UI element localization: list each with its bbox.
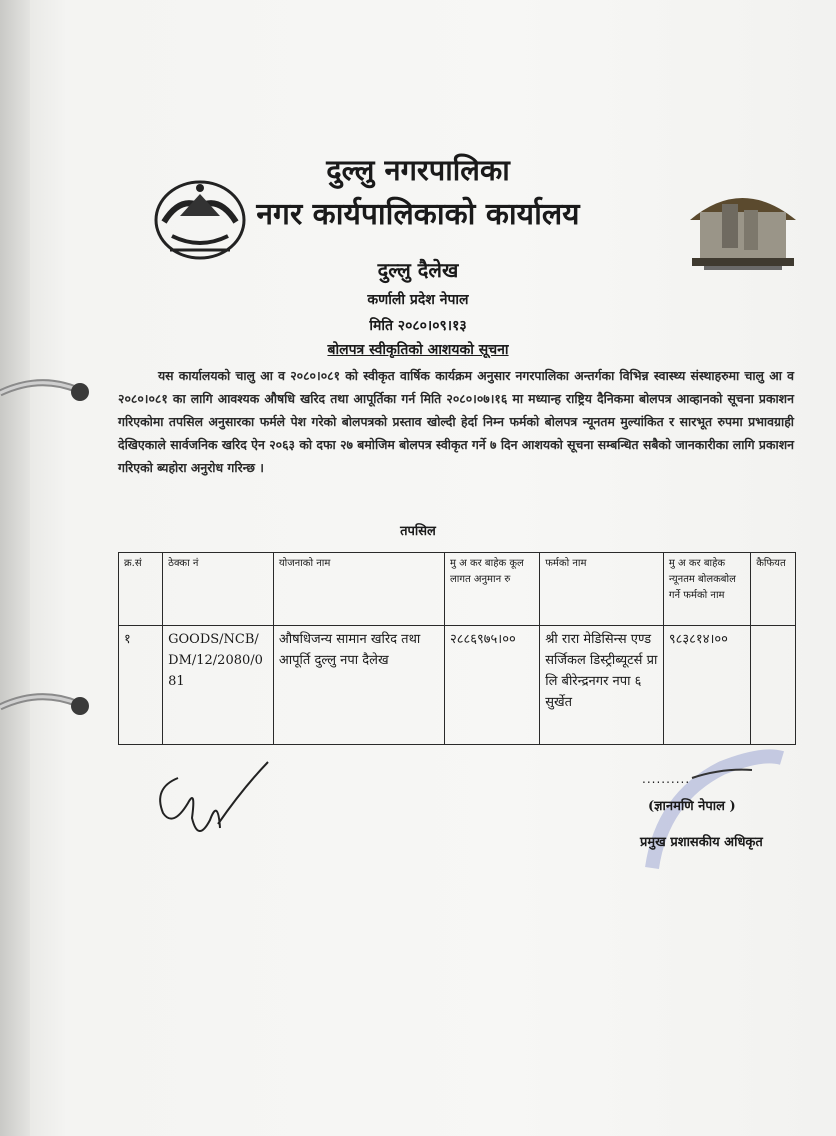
cell-sn: १ [119, 626, 163, 745]
binder-ring-icon [0, 368, 95, 418]
cell-firm: श्री रारा मेडिसिन्स एण्ड सर्जिकल डिस्ट्रीब्यूटर्स प्रा लि बीरेन्द्रनगर नपा ६ सुर्खेत [540, 626, 664, 745]
office-address: दुल्लु दैलेख [377, 258, 459, 282]
header-sn: क्र.सं [119, 553, 163, 626]
header-lowest-bid: मु अ कर बाहेक न्यूनतम बोलकबोल गर्ने फर्मको नाम [663, 553, 750, 626]
table-header-row [119, 553, 796, 626]
signature-line: .......... [642, 772, 691, 786]
header-contract-no: ठेक्का नं [163, 553, 274, 626]
header-estimate: मु अ कर बाहेक कूल लागत अनुमान रु [444, 553, 539, 626]
schedule-title: तपसिल [400, 524, 436, 539]
signatory-role: प्रमुख प्रशासकीय अधिकृत [640, 835, 763, 850]
cell-estimate: २८८६९७५।०० [444, 626, 539, 745]
cell-project: औषधिजन्य सामान खरिद तथा आपूर्ति दुल्लु नपा दैलेख [273, 626, 444, 745]
signature-icon [148, 758, 278, 848]
notice-body: यस कार्यालयको चालु आ व २०८०।०८१ को स्वीकृत वार्षिक कार्यक्रम अनुसार नगरपालिका अन्तर्गका विभिन्न स्वास्थ्य संस्थाहरुमा चालु आ व २०८०।०८१ का लागि आवश्यक औषधि खरिद तथा आपूर्तिका गर्न मिति २०८०।०७।१६ मा मध्यान्ह राष्ट्रिय दैनिकमा बोलपत्र आव्हानको सूचना प्रकाशन गरिएकोमा तपसिल अनुसारका फर्मले पेश गरेको बोलपत्रको प्रस्ताव खोल्दी हेर्दा निम्न फर्मको बोलपत्र न्यूनतम मुल्यांकित र सारभूत रुपमा प्रभावग्राही देखिएकाले सार्वजनिक खरिद ऐन २०६३ को दफा २७ बमोजिम बोलपत्र स्वीकृत गर्ने ७ दिन आशयको सूचना सम्बन्धित सबैको जानकारीका लागि प्रकाशन गरिएको ब्यहोरा अनुरोध गरिन्छ । [118, 368, 794, 475]
office-title: नगर कार्यपालिकाको कार्यालय [256, 197, 580, 232]
notice-date: मिति २०८०।०९।१३ [369, 318, 467, 334]
cell-lowest-bid: ९८३८१४।०० [663, 626, 750, 745]
header-project: योजनाको नाम [273, 553, 444, 626]
header-remarks: कैफियत [751, 553, 796, 626]
province-name: कर्णाली प्रदेश नेपाल [367, 292, 469, 308]
cell-remarks [751, 626, 796, 745]
header-firm: फर्मको नाम [540, 553, 664, 626]
binder-ring-icon [0, 682, 95, 732]
municipality-name: दुल्लु नगरपालिका [326, 153, 510, 187]
schedule-table [118, 552, 796, 745]
notice-subject: बोलपत्र स्वीकृतिको आशयको सूचना [327, 342, 509, 358]
signatory-name: (ज्ञानमणि नेपाल ) [648, 799, 736, 814]
cell-contract-no: GOODS/NCB/ DM/12/2080/0 81 [163, 626, 274, 745]
table-row [119, 626, 796, 745]
